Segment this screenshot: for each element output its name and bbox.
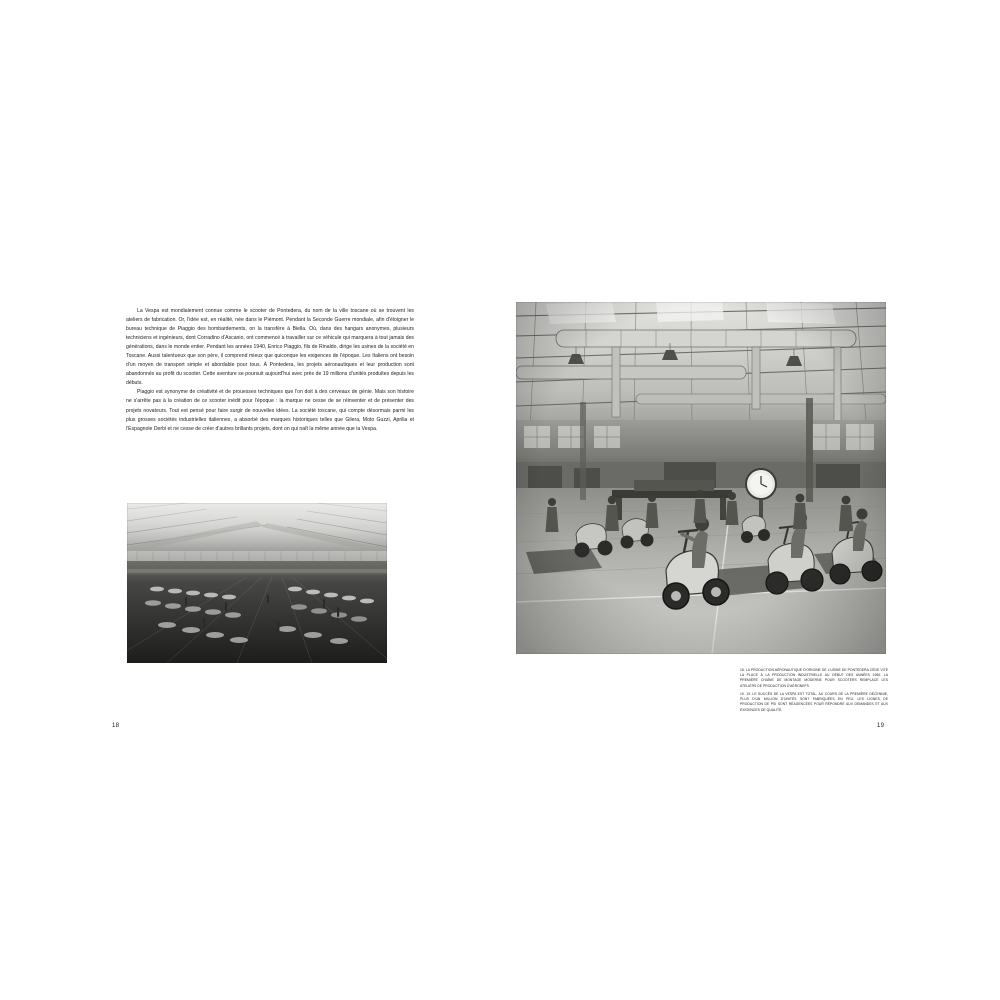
left-page (100, 280, 500, 750)
photo-caption-19: 19. 19. LE SUCCÈS DE LA VESPA EST TOTAL, AU COURS DE LA PREMIÈRE DÉCENNIE, PLUS D'UN MILLION D'UNITÉS SONT FABRIQUÉES EN PEU. LES LIGNES DE PRODUCTION DE PSI SONT RÉAGENCÉES POUR RÉPONDRE AUX DEMANDES ET AUX EXIGENCES DE QUALITÉ. (740, 692, 888, 712)
factory-overview-photo (127, 503, 387, 663)
page-number-right: 19 (877, 723, 885, 729)
assembly-line-photo (516, 302, 886, 654)
body-paragraph-1: La Vespa est mondialement connue comme le scooter de Pontedera, du nom de la ville toscane où se trouvent les ateliers de fabrication. Or, l'idée est, en réalité, née dans le Piémont. Pendant la Seconde Guerre mondiale, afin d'éloigner le bureau technique de Piaggio des bombardements, on la transfère à Biella. Où, dans des hangars anonymes, plusieurs techniciens et ingénieurs, dont Corradino d'Ascanio, ont commencé à travailler sur ce véhicule qui marquera à tout jamais des générations, dans le monde entier. Pendant les années 1940, Enrico Piaggio, fils de Rinaldo, dirige les usines de la société en Toscane. Aussi talentueux que son père, il comprend mieux que quiconque les exigences de l'époque. Les Italiens ont besoin d'un moyen de transport simple et abordable pour tous. À Pontedera, les projets aéronautiques et leur production sont abandonnés au profit du scooter. Cette aventure se poursuit aujourd'hui avec près de 19 millions d'unités produites depuis les débuts. (126, 308, 414, 387)
body-paragraph-2: Piaggio est synonyme de créativité et de prouesses techniques que l'on doit à des cerveaux de génie. Mais son histoire ne s'arrête pas à la création de ce scooter inédit pour l'époque : la marque ne cesse de se réinventer et de présenter des projets novateurs. Tout est pensé pour faire surgir de nouvelles idées. La société toscane, qui compte désormais parmi les plus grosses sociétés industrielles italiennes, a absorbé des marques historiques telles que Gilera, Moto Guzzi, Aprilia et l'Espagnole Derbi et ne cesse de créer d'autres brillants projets, dont on qui naît la même année que la Vespa. (126, 389, 414, 432)
body-text-column (126, 307, 414, 434)
factory-overview-illustration (127, 503, 387, 663)
photo-caption-18: 18. LA PRODUCTION AÉRONAUTIQUE D'ORIGINE DE L'USINE DE PONTEDERA CÈDE VITE LA PLACE À LA PRODUCTION INDUSTRIELLE AU DÉBUT DES ANNÉES 1950. LA PREMIÈRE CHAÎNE DE MONTAGE MODERNE POUR SCOOTERS REMPLACE LES ATELIERS DE PRODUCTION D'AÉRONEFS. (740, 668, 888, 688)
assembly-line-illustration (516, 302, 886, 654)
page-number-left: 18 (112, 723, 120, 729)
right-page (500, 280, 900, 750)
book-spread (100, 280, 900, 750)
